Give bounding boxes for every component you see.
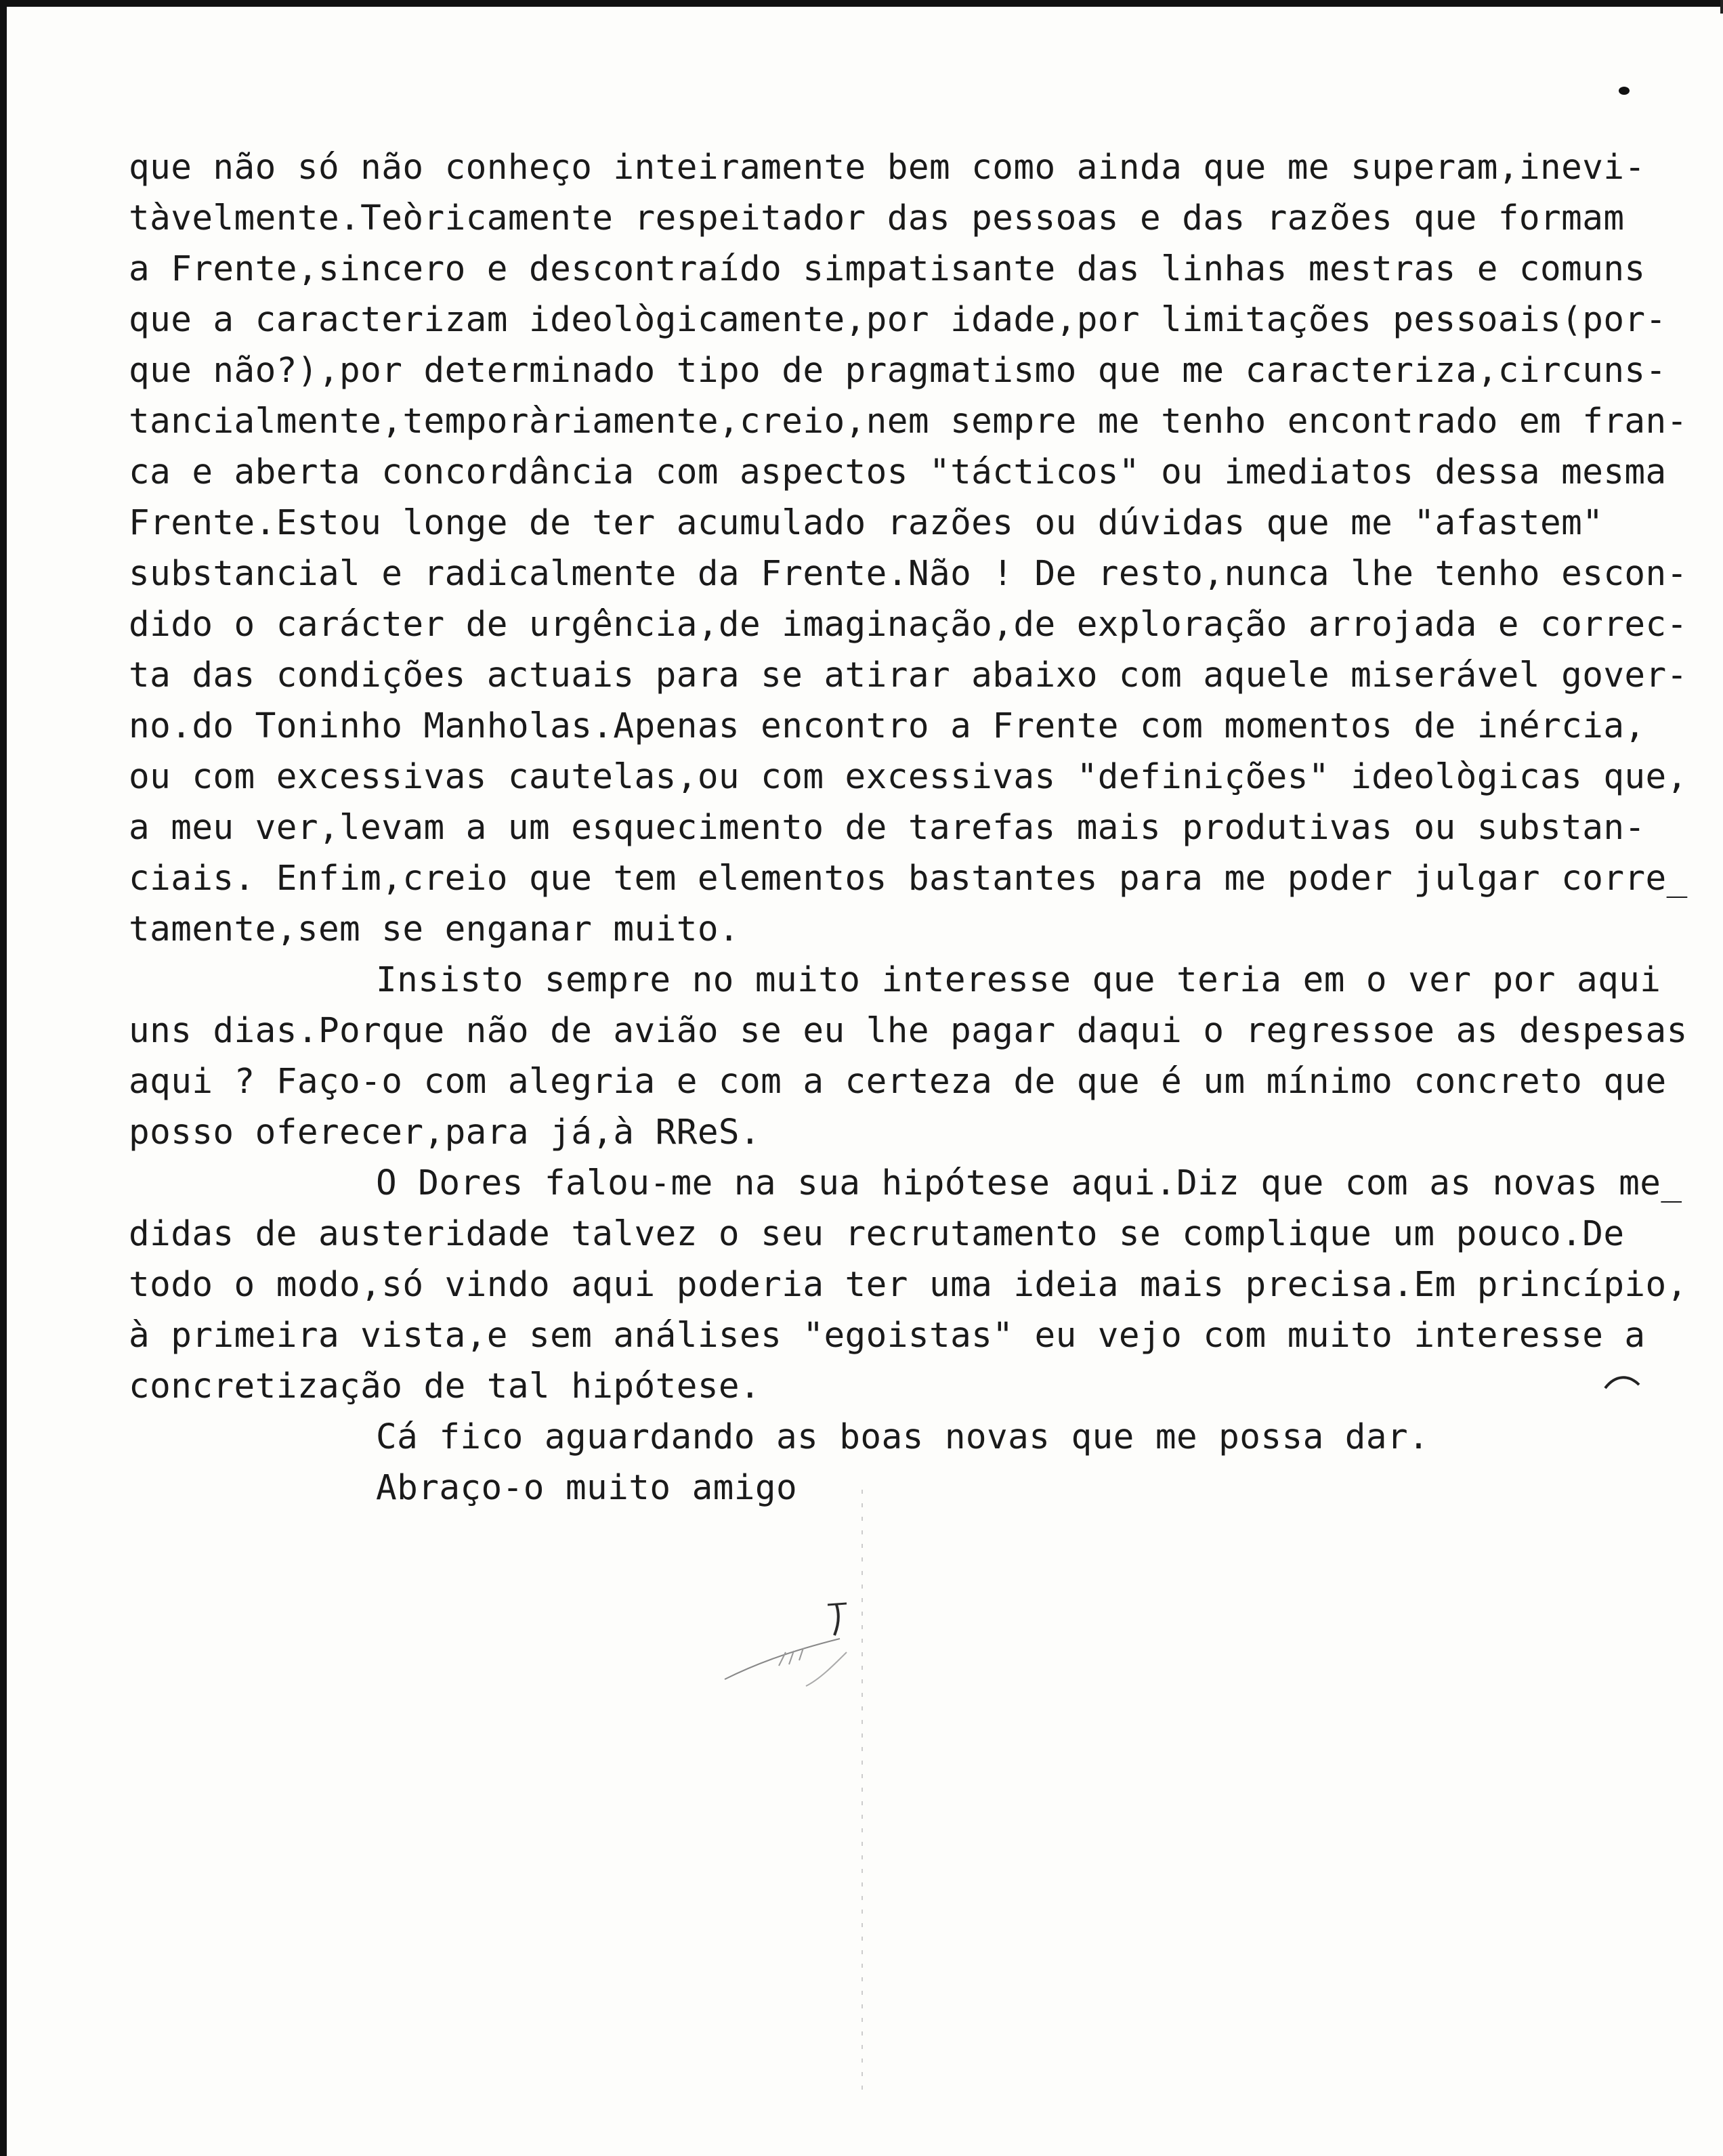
paragraph-start-line: O Dores falou-me na sua hipótese aqui.Diz que com as novas me_ — [376, 1163, 1682, 1203]
text-line: tancialmente,temporàriamente,creio,nem sempre me tenho encontrado em fran- — [129, 402, 1688, 441]
text-line: aqui ? Faço-o com alegria e com a certeza de que é um mínimo concreto que — [129, 1062, 1667, 1102]
text-line: no.do Toninho Manholas.Apenas encontro a Frente com momentos de inércia, — [129, 706, 1646, 746]
text-line: didas de austeridade talvez o seu recrutamento se complique um pouco.De — [129, 1214, 1625, 1254]
paragraph-start-line: Insisto sempre no muito interesse que teria em o ver por aqui — [376, 960, 1661, 1000]
margin-curl-mark — [1602, 1371, 1642, 1392]
fold-crease — [860, 1490, 864, 2099]
ink-spot — [1619, 87, 1630, 95]
text-line: ciais. Enfim,creio que tem elementos bastantes para me poder julgar corre_ — [129, 859, 1688, 899]
scan-corner-mark — [1720, 0, 1723, 14]
scan-left-edge — [0, 0, 7, 2156]
text-line: que não?),por determinado tipo de pragmatismo que me caracteriza,circuns- — [129, 351, 1667, 391]
scan-top-edge — [0, 0, 1723, 7]
text-line: à primeira vista,e sem análises "egoistas" eu vejo com muito interesse a — [129, 1316, 1646, 1356]
text-line: que a caracterizam ideològicamente,por idade,por limitações pessoais(por- — [129, 300, 1667, 340]
text-line: que não só não conheço inteiramente bem como ainda que me superam,inevi- — [129, 148, 1646, 188]
text-line: ca e aberta concordância com aspectos "tácticos" ou imediatos dessa mesma — [129, 452, 1667, 492]
text-line: tamente,sem se enganar muito. — [129, 909, 740, 949]
text-line: tàvelmente.Teòricamente respeitador das pessoas e das razões que formam — [129, 198, 1625, 238]
text-line: todo o modo,só vindo aqui poderia ter uma ideia mais precisa.Em princípio, — [129, 1265, 1688, 1305]
text-line: dido o carácter de urgência,de imaginação,de exploração arrojada e correc- — [129, 605, 1688, 645]
text-line: ta das condições actuais para se atirar abaixo com aquele miserável gover- — [129, 655, 1688, 695]
text-line: a Frente,sincero e descontraído simpatisante das linhas mestras e comuns — [129, 249, 1646, 289]
show-through-noise — [745, 1456, 1625, 2065]
text-line: a meu ver,levam a um esquecimento de tarefas mais produtivas ou substan- — [129, 808, 1646, 848]
text-line: ou com excessivas cautelas,ou com excessivas "definições" ideològicas que, — [129, 757, 1688, 797]
letter-body — [129, 142, 1688, 1513]
closing-line: Cá fico aguardando as boas novas que me possa dar. — [376, 1417, 1430, 1457]
text-line: substancial e radicalmente da Frente.Não ! De resto,nunca lhe tenho escon- — [129, 554, 1688, 594]
text-line: Frente.Estou longe de ter acumulado razões ou dúvidas que me "afastem" — [129, 503, 1604, 543]
text-line: uns dias.Porque não de avião se eu lhe pagar daqui o regressoe as despesas — [129, 1011, 1688, 1051]
signoff-line: Abraço-o muito amigo — [376, 1468, 798, 1508]
text-line: posso oferecer,para já,à RReS. — [129, 1113, 761, 1152]
text-line: concretização de tal hipótese. — [129, 1366, 761, 1406]
